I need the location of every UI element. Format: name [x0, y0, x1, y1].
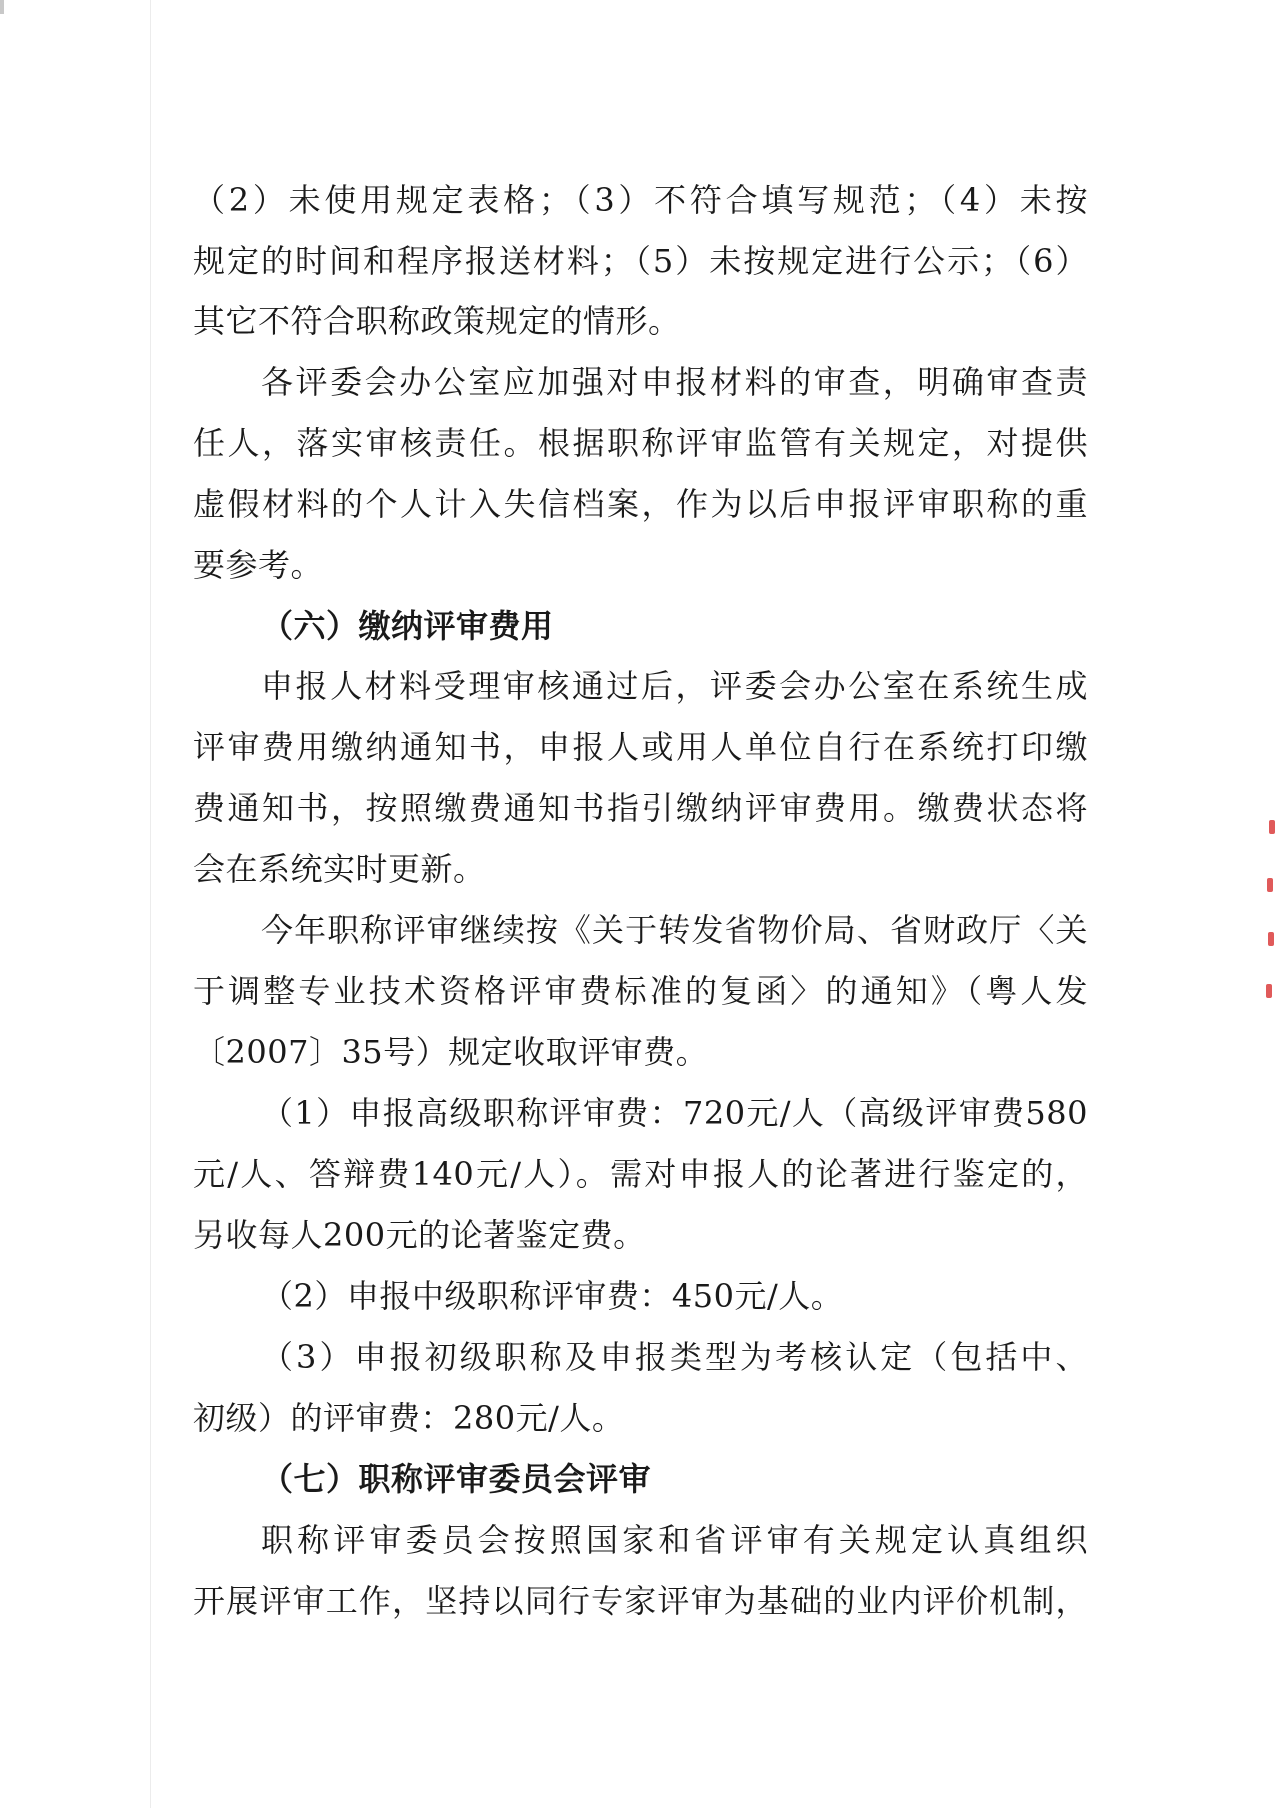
text-line-17: 元/人、答辩费140元/人）。需对申报人的论著进行鉴定的，	[193, 1155, 1088, 1193]
text-line-14: 于调整专业技术资格评审费标准的复函〉的通知》（粤人发	[193, 972, 1088, 1010]
text-line-2: 规定的时间和程序报送材料；（5）未按规定进行公示；（6）	[193, 242, 1088, 280]
scan-corner-mark	[0, 0, 4, 14]
text-line-19: （2）申报中级职称评审费：450元/人。	[261, 1277, 844, 1315]
red-seal-edge-marks	[1263, 820, 1280, 1010]
text-line-16: （1）申报高级职称评审费：720元/人（高级评审费580	[261, 1094, 1088, 1132]
text-line-6: 虚假材料的个人计入失信档案，作为以后申报评审职称的重	[193, 485, 1088, 523]
text-line-9: 申报人材料受理审核通过后，评委会办公室在系统生成	[261, 667, 1088, 705]
text-line-15: 〔2007〕35号）规定收取评审费。	[193, 1033, 709, 1071]
text-line-11: 费通知书，按照缴费通知书指引缴纳评审费用。缴费状态将	[193, 789, 1088, 827]
text-line-10: 评审费用缴纳通知书，申报人或用人单位自行在系统打印缴	[193, 728, 1088, 766]
text-line-23: 职称评审委员会按照国家和省评审有关规定认真组织	[261, 1521, 1088, 1559]
section-heading-7: （七）职称评审委员会评审	[261, 1460, 652, 1498]
text-line-5: 任人，落实审核责任。根据职称评审监管有关规定，对提供	[193, 424, 1088, 462]
text-line-12: 会在系统实时更新。	[193, 850, 486, 888]
text-line-7: 要参考。	[193, 546, 324, 584]
text-line-3: 其它不符合职称政策规定的情形。	[193, 302, 681, 340]
text-line-20: （3）申报初级职称及申报类型为考核认定（包括中、	[261, 1338, 1088, 1376]
text-line-1: （2）未使用规定表格；（3）不符合填写规范；（4）未按	[193, 181, 1088, 219]
text-line-21: 初级）的评审费：280元/人。	[193, 1399, 625, 1437]
page-edge-divider	[150, 0, 151, 1808]
text-line-4: 各评委会办公室应加强对申报材料的审查，明确审查责	[261, 363, 1088, 401]
text-line-24: 开展评审工作，坚持以同行专家评审为基础的业内评价机制，	[193, 1582, 1088, 1620]
text-line-13: 今年职称评审继续按《关于转发省物价局、省财政厅〈关	[261, 911, 1088, 949]
section-heading-6: （六）缴纳评审费用	[261, 607, 554, 645]
text-line-18: 另收每人200元的论著鉴定费。	[193, 1216, 646, 1254]
